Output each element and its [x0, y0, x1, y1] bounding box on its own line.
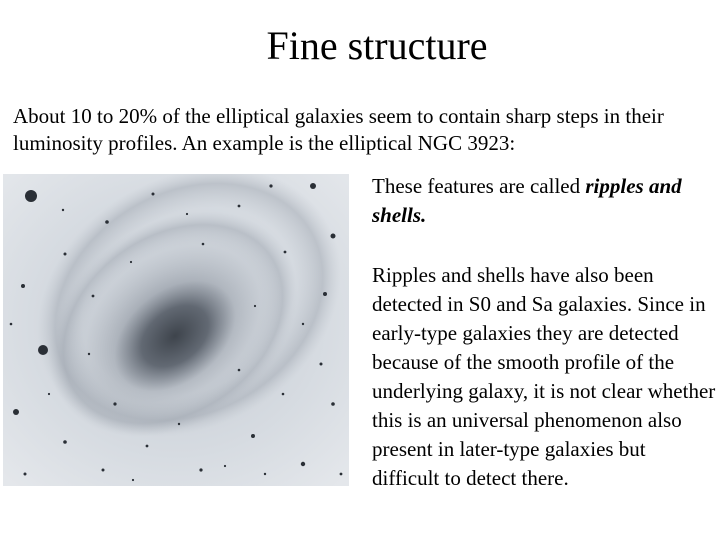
galaxy-image	[3, 174, 349, 486]
features-emphasis: ripples and shells.	[372, 174, 682, 227]
intro-paragraph: About 10 to 20% of the elliptical galaxies seem to contain sharp steps in their luminosity profiles. An example is the elliptical NGC 3923:	[13, 104, 664, 155]
slide-title: Fine structure	[266, 23, 488, 68]
features-prefix: These features are called	[372, 174, 586, 198]
side-text	[372, 172, 717, 493]
detail-paragraph: Ripples and shells have also been detected in S0 and Sa galaxies. Since in early-type galaxies they are detected because of the smooth profile of the underlying galaxy, it is not clear whether this is an universal phenomenon also present in later-type galaxies but difficult to detect there.	[372, 263, 716, 490]
features-paragraph	[372, 172, 717, 230]
